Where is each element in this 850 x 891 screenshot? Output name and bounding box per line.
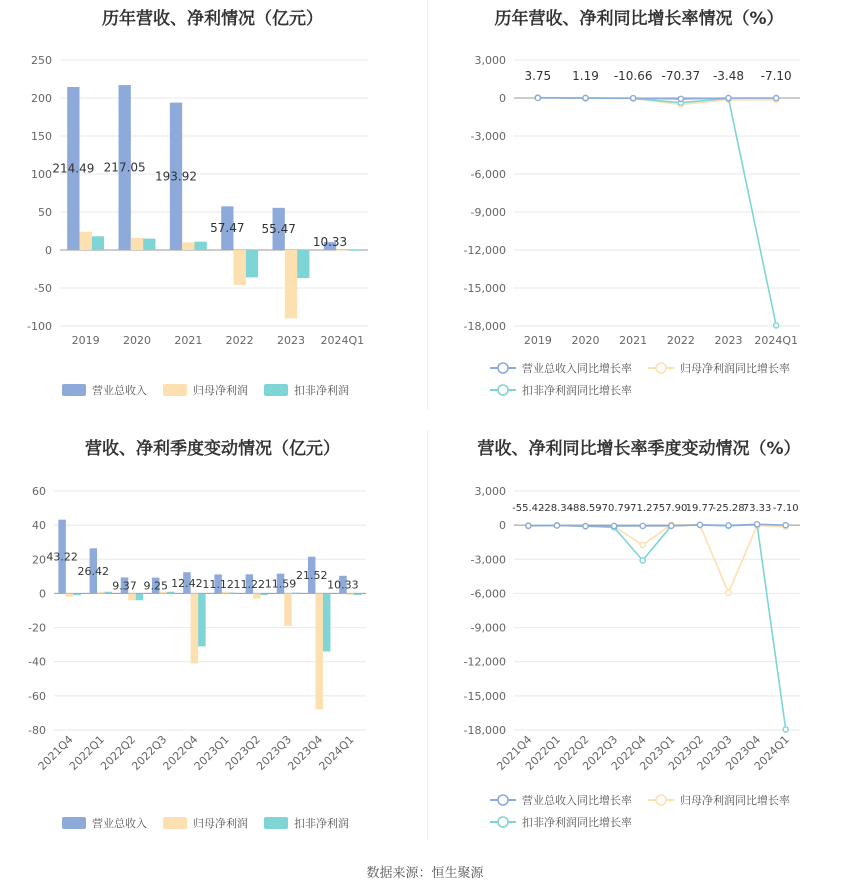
series-point-营业总收入同比增长率 <box>583 95 588 100</box>
y-tick-label: -100 <box>27 320 52 333</box>
y-tick-label: 0 <box>499 519 506 533</box>
series-point-营业总收入同比增长率 <box>554 523 559 528</box>
series-line-归母净利润同比增长率 <box>528 525 785 593</box>
x-tick-label: 2022Q4 <box>608 732 649 773</box>
x-tick-label: 2024Q1 <box>320 334 365 347</box>
x-tick-label: 2022Q3 <box>580 732 621 773</box>
series-point-营业总收入同比增长率 <box>697 522 702 527</box>
legend-swatch-marker <box>498 363 508 373</box>
data-label: -70.79 <box>597 503 631 514</box>
x-tick-label: 2023Q4 <box>285 732 326 773</box>
series-point-营业总收入同比增长率 <box>583 524 588 529</box>
legend-label: 归母净利润同比增长率 <box>680 362 790 375</box>
x-tick-label: 2023Q3 <box>694 732 735 773</box>
data-label: 11.12 <box>202 577 234 591</box>
x-tick-label: 2022 <box>225 334 254 347</box>
data-label: -10.66 <box>613 69 653 83</box>
y-tick-label: 20 <box>32 553 46 567</box>
bar-归母净利润 <box>131 238 143 250</box>
data-label: 10.33 <box>312 235 348 249</box>
bar-扣非净利润 <box>73 593 80 595</box>
bar-扣非净利润 <box>92 236 104 250</box>
y-tick-label: -12,000 <box>463 655 506 669</box>
x-tick-label: 2020 <box>123 334 151 347</box>
x-tick-label: 2024Q1 <box>316 732 357 773</box>
bar-扣非净利润 <box>194 242 206 250</box>
bar-归母净利润 <box>182 242 194 250</box>
y-tick-label: 0 <box>499 92 506 105</box>
x-tick-label: 2024Q1 <box>751 732 792 773</box>
y-tick-label: -3,000 <box>470 553 506 567</box>
data-label: 57.47 <box>210 221 245 236</box>
data-label: -7.10 <box>760 69 792 83</box>
x-tick-label: 2022Q2 <box>551 732 592 773</box>
y-tick-label: 0 <box>39 587 46 601</box>
series-point-归母净利润同比增长率 <box>640 542 645 547</box>
y-tick-label: 3,000 <box>474 54 506 67</box>
y-tick-label: -50 <box>34 282 52 295</box>
legend-label: 扣非净利润同比增长率 <box>522 816 632 829</box>
bar-扣非净利润 <box>198 593 205 646</box>
bar-扣非净利润 <box>261 593 268 595</box>
chart-quarterly-values <box>0 430 425 850</box>
data-label: -57.90 <box>655 503 688 514</box>
data-label: 73.33 <box>742 503 772 514</box>
data-label: 9.37 <box>112 579 137 593</box>
x-tick-label: 2021 <box>174 334 203 347</box>
legend-swatch <box>62 384 86 396</box>
data-label: 21.52 <box>295 569 328 583</box>
y-tick-label: -9,000 <box>470 621 506 635</box>
chart-title: 历年营收、净利同比增长率情况（%） <box>494 9 784 29</box>
series-line-营业总收入同比增长率 <box>538 98 776 99</box>
bar-归母净利润 <box>285 250 297 318</box>
y-tick-label: 100 <box>31 168 52 181</box>
data-label: 12.42 <box>171 576 203 590</box>
series-point-营业总收入同比增长率 <box>783 523 788 528</box>
legend-label: 扣非净利润 <box>294 384 349 397</box>
legend-swatch <box>163 817 187 829</box>
legend-label: 归母净利润 <box>193 384 248 397</box>
x-tick-label: 2021Q4 <box>35 732 76 773</box>
x-tick-label: 2022 <box>666 334 695 347</box>
y-tick-label: -12,000 <box>463 244 506 257</box>
x-tick-label: 2019 <box>523 334 552 347</box>
series-line-扣非净利润同比增长率 <box>528 525 785 730</box>
y-tick-label: 60 <box>32 485 46 498</box>
bar-归母净利润 <box>315 593 322 709</box>
panel-quarterly-values <box>0 430 425 850</box>
series-point-营业总收入同比增长率 <box>631 96 636 101</box>
legend-swatch <box>264 817 288 829</box>
x-tick-label: 2022Q1 <box>522 732 564 773</box>
x-tick-label: 2021Q4 <box>494 732 535 773</box>
legend-swatch-marker <box>498 795 508 805</box>
data-label: 3.75 <box>524 69 552 83</box>
bar-扣非净利润 <box>229 593 236 594</box>
series-point-营业总收入同比增长率 <box>678 96 683 101</box>
legend-label: 营业总收入同比增长率 <box>522 794 632 807</box>
bar-扣非净利润 <box>323 593 330 651</box>
chart-title: 营收、净利季度变动情况（亿元） <box>85 439 340 459</box>
y-tick-label: -15,000 <box>463 282 506 295</box>
x-tick-label: 2023Q2 <box>665 732 707 773</box>
data-label: 11.22 <box>233 577 266 591</box>
legend-label: 营业总收入同比增长率 <box>522 362 632 375</box>
data-label: 11.59 <box>264 577 297 591</box>
bar-归母净利润 <box>222 592 229 594</box>
x-tick-label: 2022Q4 <box>160 732 201 773</box>
legend-swatch-marker <box>498 817 508 827</box>
data-source: 数据来源：恒生聚源 <box>366 866 484 881</box>
panel-annual-values <box>0 0 425 410</box>
legend-label: 归母净利润同比增长率 <box>680 794 790 807</box>
series-point-营业总收入同比增长率 <box>774 95 779 100</box>
series-point-营业总收入同比增长率 <box>640 523 645 528</box>
chart-annual-growth <box>428 0 850 410</box>
chart-title: 营收、净利同比增长率季度变动情况（%） <box>477 439 801 459</box>
y-tick-label: -18,000 <box>463 320 506 333</box>
y-tick-label: -60 <box>28 689 46 703</box>
series-line-扣非净利润同比增长率 <box>538 98 776 326</box>
data-label: -3.48 <box>712 69 745 83</box>
legend-label: 归母净利润 <box>193 817 248 830</box>
x-tick-label: 2023Q3 <box>254 732 295 773</box>
y-tick-label: 50 <box>38 206 52 219</box>
bar-扣非净利润 <box>136 593 143 600</box>
panel-annual-growth <box>428 0 850 410</box>
y-tick-label: -80 <box>28 724 46 737</box>
x-tick-label: 2022Q3 <box>129 732 170 773</box>
y-tick-label: -20 <box>28 621 46 635</box>
data-label: 214.49 <box>52 161 95 176</box>
x-tick-label: 2022Q2 <box>98 732 139 773</box>
x-tick-label: 2022Q1 <box>66 732 107 773</box>
data-label: -71.27 <box>626 503 659 514</box>
panel-quarterly-growth <box>428 430 850 850</box>
y-tick-label: 3,000 <box>474 485 506 498</box>
legend-swatch-marker <box>498 385 508 395</box>
legend-swatch <box>62 817 86 829</box>
x-tick-label: 2020 <box>571 334 600 347</box>
series-point-扣非净利润同比增长率 <box>774 323 779 328</box>
data-label: 43.22 <box>46 550 78 564</box>
bar-扣非净利润 <box>348 250 360 251</box>
legend-swatch <box>163 384 187 396</box>
data-label: 10.33 <box>327 578 359 592</box>
chart-annual-values <box>0 0 425 410</box>
x-tick-label: 2023 <box>277 334 305 347</box>
series-point-营业总收入同比增长率 <box>726 523 731 528</box>
x-tick-label: 2023Q1 <box>191 732 232 773</box>
y-tick-label: 250 <box>31 54 52 67</box>
series-point-营业总收入同比增长率 <box>526 523 531 528</box>
series-point-扣非净利润同比增长率 <box>783 727 788 732</box>
bar-归母净利润 <box>234 250 246 285</box>
bar-归母净利润 <box>347 593 354 595</box>
data-label: 26.42 <box>77 564 110 578</box>
series-point-营业总收入同比增长率 <box>755 522 760 527</box>
bar-扣非净利润 <box>297 250 309 278</box>
y-tick-label: -6,000 <box>470 587 506 601</box>
data-label: 217.05 <box>103 160 146 175</box>
bar-扣非净利润 <box>246 250 258 277</box>
data-label: -7.10 <box>772 503 799 514</box>
series-point-扣非净利润同比增长率 <box>640 558 645 563</box>
legend-swatch <box>264 384 288 396</box>
bar-扣非净利润 <box>167 592 174 594</box>
x-tick-label: 2023Q4 <box>723 732 764 773</box>
bar-归母净利润 <box>128 593 135 600</box>
data-label: -25.28 <box>712 503 745 514</box>
chart-title: 历年营收、净利情况（亿元） <box>102 9 323 29</box>
y-tick-label: 40 <box>32 519 46 533</box>
data-label: -28.34 <box>540 503 574 514</box>
y-tick-label: -40 <box>28 655 46 669</box>
data-label: 55.47 <box>261 221 296 236</box>
bar-扣非净利润 <box>292 593 299 594</box>
series-point-营业总收入同比增长率 <box>535 95 540 100</box>
data-label: -70.37 <box>661 69 701 83</box>
legend-label: 扣非净利润同比增长率 <box>522 384 632 397</box>
chart-quarterly-growth <box>428 430 850 850</box>
legend-label: 扣非净利润 <box>294 817 349 830</box>
bar-扣非净利润 <box>354 593 361 595</box>
legend-label: 营业总收入 <box>92 817 147 830</box>
y-tick-label: -9,000 <box>470 206 506 219</box>
y-tick-label: -6,000 <box>470 168 506 181</box>
legend-swatch-marker <box>656 795 666 805</box>
bar-归母净利润 <box>284 593 291 625</box>
x-tick-label: 2023Q2 <box>222 732 263 773</box>
bar-扣非净利润 <box>105 592 112 594</box>
bar-归母净利润 <box>336 250 348 251</box>
data-label: 9.25 <box>143 579 168 593</box>
data-label: 1.19 <box>572 69 599 83</box>
data-label: 193.92 <box>155 169 198 184</box>
x-tick-label: 2023 <box>714 334 743 347</box>
series-point-营业总收入同比增长率 <box>612 523 617 528</box>
bar-归母净利润 <box>66 593 73 596</box>
series-point-归母净利润同比增长率 <box>726 590 731 595</box>
x-tick-label: 2024Q1 <box>754 334 798 347</box>
y-tick-label: -18,000 <box>463 724 506 737</box>
data-label: 19.77 <box>685 503 715 514</box>
bar-归母净利润 <box>80 232 92 250</box>
bar-归母净利润 <box>253 593 260 598</box>
y-tick-label: 200 <box>31 92 52 105</box>
bar-扣非净利润 <box>143 239 155 250</box>
legend-swatch-marker <box>656 363 666 373</box>
x-tick-label: 2019 <box>71 334 100 347</box>
bar-归母净利润 <box>191 593 198 663</box>
x-tick-label: 2023Q1 <box>637 732 678 773</box>
legend-label: 营业总收入 <box>92 384 147 397</box>
series-point-营业总收入同比增长率 <box>669 523 674 528</box>
y-tick-label: 0 <box>45 244 52 257</box>
series-point-营业总收入同比增长率 <box>726 95 731 100</box>
y-tick-label: 150 <box>31 130 52 143</box>
x-tick-label: 2021 <box>619 334 648 347</box>
y-tick-label: -3,000 <box>470 130 506 143</box>
data-label: -55.42 <box>512 503 545 514</box>
y-tick-label: -15,000 <box>463 689 506 703</box>
data-label: -88.59 <box>569 503 602 514</box>
bar-归母净利润 <box>97 592 104 594</box>
